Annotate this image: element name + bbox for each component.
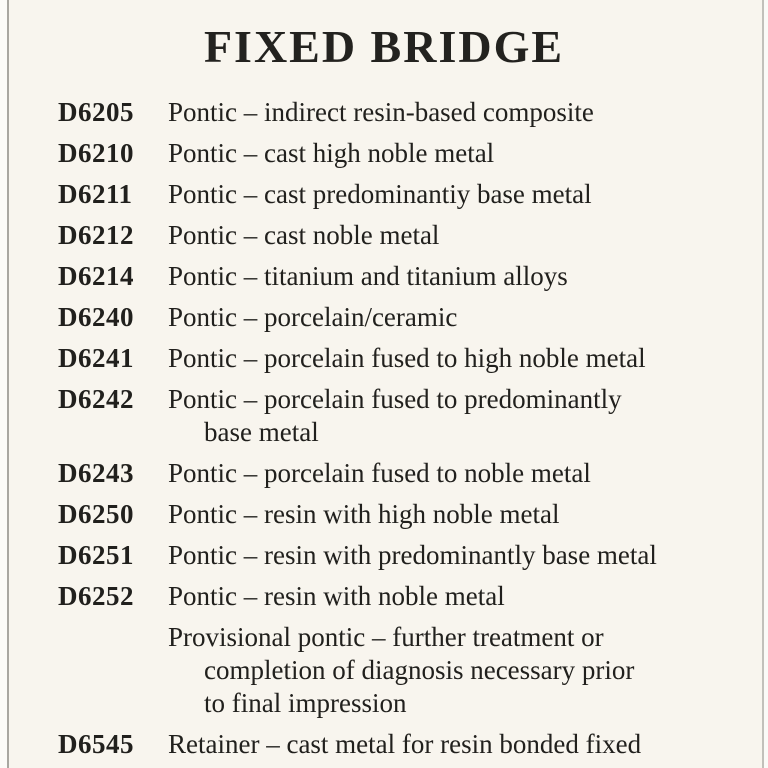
code-cell: D6211 [58,179,133,209]
description-cell [168,301,738,334]
description-line: to final impression [204,688,407,718]
code-row [58,728,738,761]
code-cell: D6242 [58,384,134,414]
description-line: Pontic – indirect resin-based composite [168,97,594,127]
code-row [58,383,738,449]
description-cell [168,580,738,613]
description-line: Pontic – cast predominantiy base metal [168,179,592,209]
description-cell [168,621,738,720]
code-row [58,137,738,170]
description-line: completion of diagnosis necessary prior [204,655,635,685]
code-row [58,621,738,720]
description-line: base metal [204,417,319,447]
description-cell [168,96,738,129]
code-cell: D6212 [58,220,134,250]
code-cell: D6252 [58,581,134,611]
description-cell [168,498,738,531]
code-row [58,539,738,572]
left-page-rule [7,0,9,768]
description-line: Pontic – porcelain/ceramic [168,302,458,332]
code-cell: D6210 [58,138,134,168]
code-cell: D6243 [58,458,134,488]
code-row [58,301,738,334]
code-row [58,342,738,375]
page-title: FIXED BRIDGE [203,21,565,72]
description-line: Pontic – cast high noble metal [168,138,495,168]
description-line: Pontic – porcelain fused to high noble metal [168,343,646,373]
description-cell [168,260,738,293]
description-line: Provisional pontic – further treatment or [168,622,604,652]
description-cell [168,219,738,252]
description-line: Pontic – titanium and titanium alloys [168,261,568,291]
left-page-edge [0,0,7,768]
code-cell: D6251 [58,540,134,570]
code-row [58,260,738,293]
description-line: Pontic – cast noble metal [168,220,440,250]
description-cell [168,178,738,211]
description-line: Retainer – cast metal for resin bonded fixed [168,729,642,759]
description-cell [168,457,738,490]
code-cell: D6205 [58,97,134,127]
code-cell: D6214 [58,261,134,291]
right-page-edge [764,0,768,768]
description-cell [168,728,738,761]
description-cell [168,383,738,449]
code-cell: D6241 [58,343,134,373]
description-line: Pontic – resin with noble metal [168,581,505,611]
code-row [58,178,738,211]
description-line: Pontic – porcelain fused to predominantly [168,384,622,414]
description-cell [168,137,738,170]
code-cell: D6545 [58,729,134,759]
description-cell [168,539,738,572]
code-row [58,219,738,252]
code-cell: D6240 [58,302,134,332]
code-cell [58,621,168,720]
code-row [58,580,738,613]
code-cell: D6250 [58,499,134,529]
right-page-rule [762,0,764,768]
description-line: Pontic – porcelain fused to noble metal [168,458,591,488]
description-line: Pontic – resin with predominantly base metal [168,540,657,570]
code-row [58,96,738,129]
description-cell [168,342,738,375]
code-row [58,498,738,531]
description-line: Pontic – resin with high noble metal [168,499,560,529]
code-row [58,457,738,490]
code-list [58,96,738,768]
